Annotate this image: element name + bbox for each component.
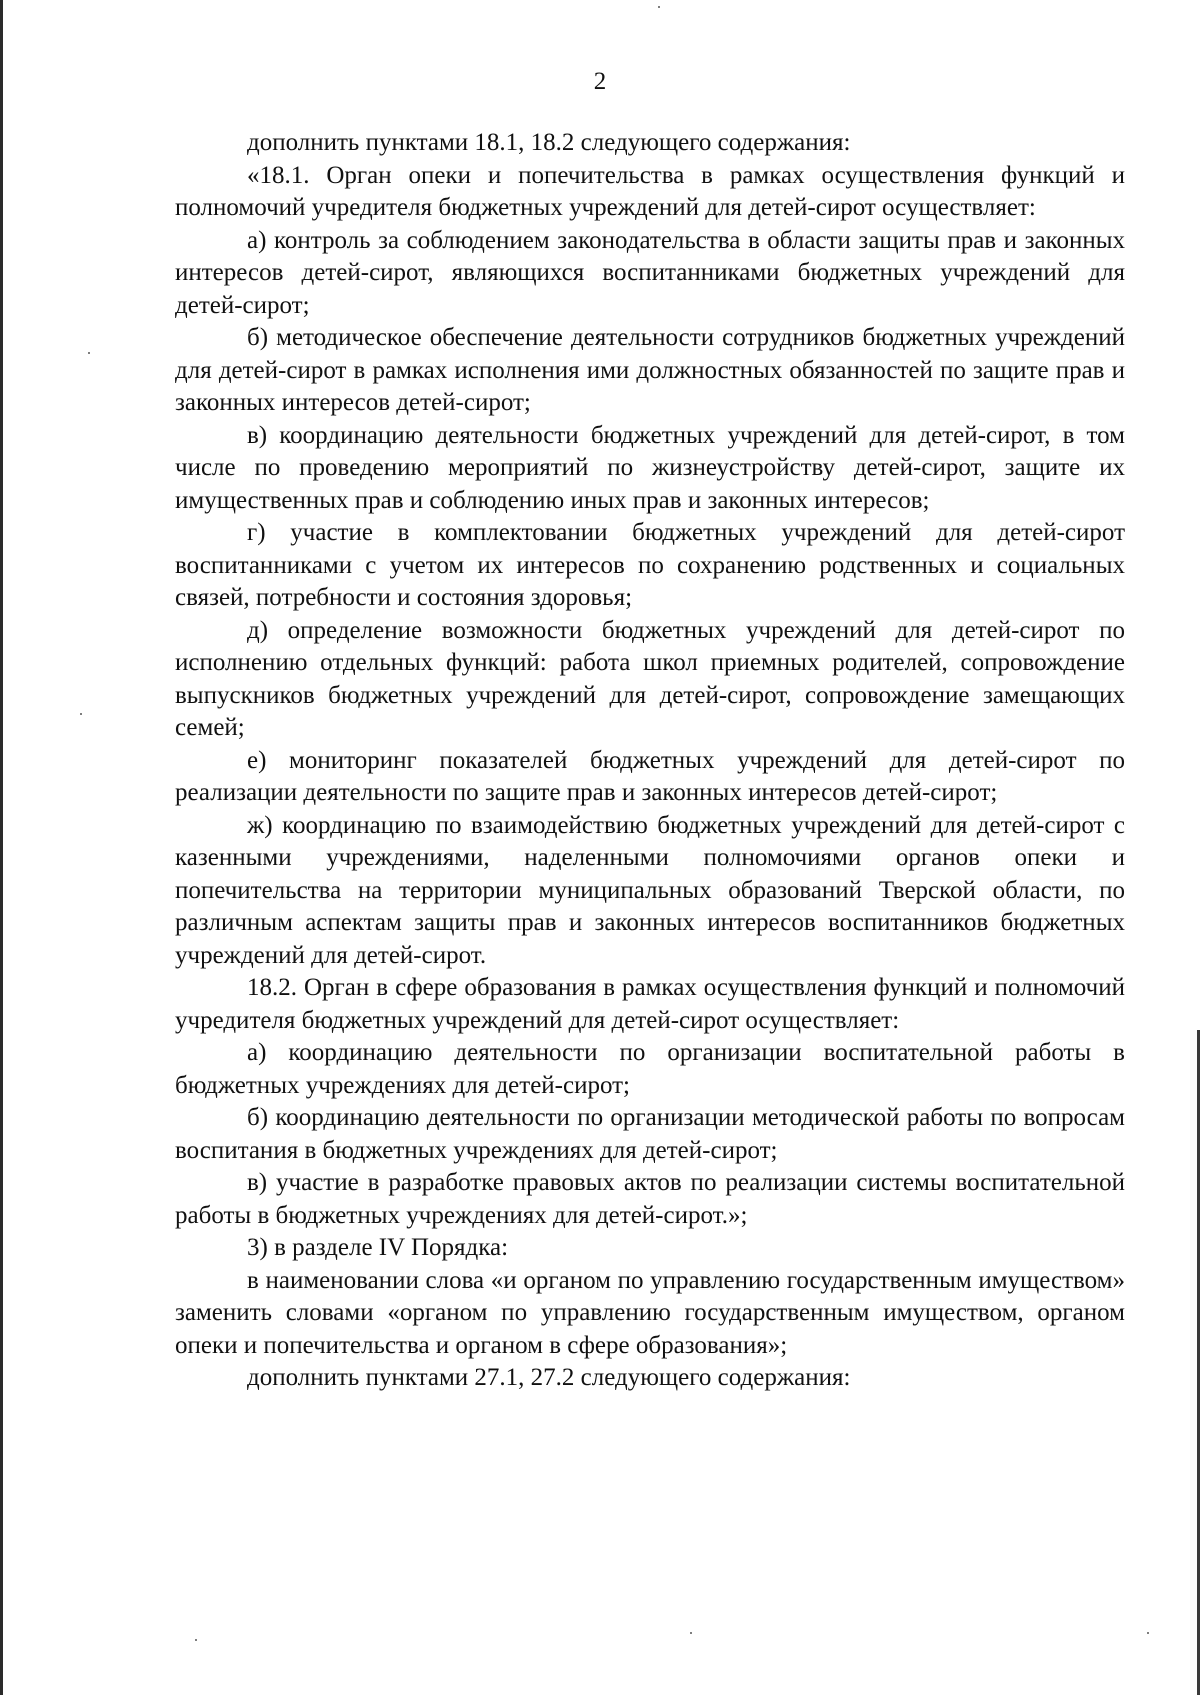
paragraph: 3) в разделе IV Порядка: <box>247 1234 509 1261</box>
scan-speck <box>80 713 82 715</box>
paragraph: в) координацию деятельности бюджетных учреждений для детей-сирот, в том числе по проведению мероприятий по жизнеустройству детей-сирот, защите их имущественных прав и соблюдению иных прав и законных интересов; <box>175 421 1125 514</box>
scan-speck <box>195 1639 197 1641</box>
scan-speck <box>690 1632 692 1634</box>
page-number: 2 <box>593 68 607 95</box>
scan-speck <box>88 352 90 354</box>
scan-speck <box>658 6 660 8</box>
document-body <box>175 127 1125 1395</box>
paragraph: б) методическое обеспечение деятельности сотрудников бюджетных учреждений для детей-сирот в рамках исполнения ими должностных обязанностей по защите прав и законных интересов детей-сирот; <box>175 324 1125 416</box>
paragraph: «18.1. Орган опеки и попечительства в рамках осуществления функций и полномочий учредителя бюджетных учреждений для детей-сирот осуществляет: <box>175 161 1125 221</box>
paragraph: 18.2. Орган в сфере образования в рамках осуществления функций и полномочий учредителя бюджетных учреждений для детей-сирот осуществляет: <box>175 974 1125 1034</box>
paragraph: а) координацию деятельности по организации воспитательной работы в бюджетных учреждениях для детей-сирот; <box>175 1039 1125 1099</box>
paragraph: в наименовании слова «и органом по управлению государственным имуществом» заменить словами «органом по управлению государственным имуществом, органом опеки и попечительства и органом в сфере образования»; <box>175 1266 1125 1359</box>
scan-speck <box>1147 1632 1149 1634</box>
paragraph: в) участие в разработке правовых актов по реализации системы воспитательной работы в бюджетных учреждениях для детей-сирот.»; <box>175 1169 1125 1229</box>
paragraph: б) координацию деятельности по организации методической работы по вопросам воспитания в бюджетных учреждениях для детей-сирот; <box>175 1104 1125 1164</box>
paragraph: е) мониторинг показателей бюджетных учреждений для детей-сирот по реализации деятельности по защите прав и законных интересов детей-сирот; <box>175 746 1125 806</box>
paragraph: д) определение возможности бюджетных учреждений для детей-сирот по исполнению отдельных функций: работа школ приемных родителей, сопровождение выпускников бюджетных учреждений для детей-сирот, сопровождение замещающих семей; <box>175 616 1125 741</box>
paragraph: дополнить пунктами 27.1, 27.2 следующего содержания: <box>247 1364 851 1391</box>
paragraph: а) контроль за соблюдением законодательства в области защиты прав и законных интересов детей-сирот, являющихся воспитанниками бюджетных учреждений для детей-сирот; <box>175 226 1125 319</box>
paragraph: ж) координацию по взаимодействию бюджетных учреждений для детей-сирот с казенными учреждениями, наделенными полномочиями органов опеки и попечительства на территории муниципальных образований Тверской области, по различным аспектам защиты прав и законных интересов воспитанников бюджетных учреждений для детей-сирот. <box>175 811 1125 969</box>
paragraph: г) участие в комплектовании бюджетных учреждений для детей-сирот воспитанниками с учетом их интересов по сохранению родственных и социальных связей, потребности и состояния здоровья; <box>175 519 1125 611</box>
scan-edge-left <box>0 0 3 1695</box>
paragraph: дополнить пунктами 18.1, 18.2 следующего содержания: <box>247 129 851 156</box>
